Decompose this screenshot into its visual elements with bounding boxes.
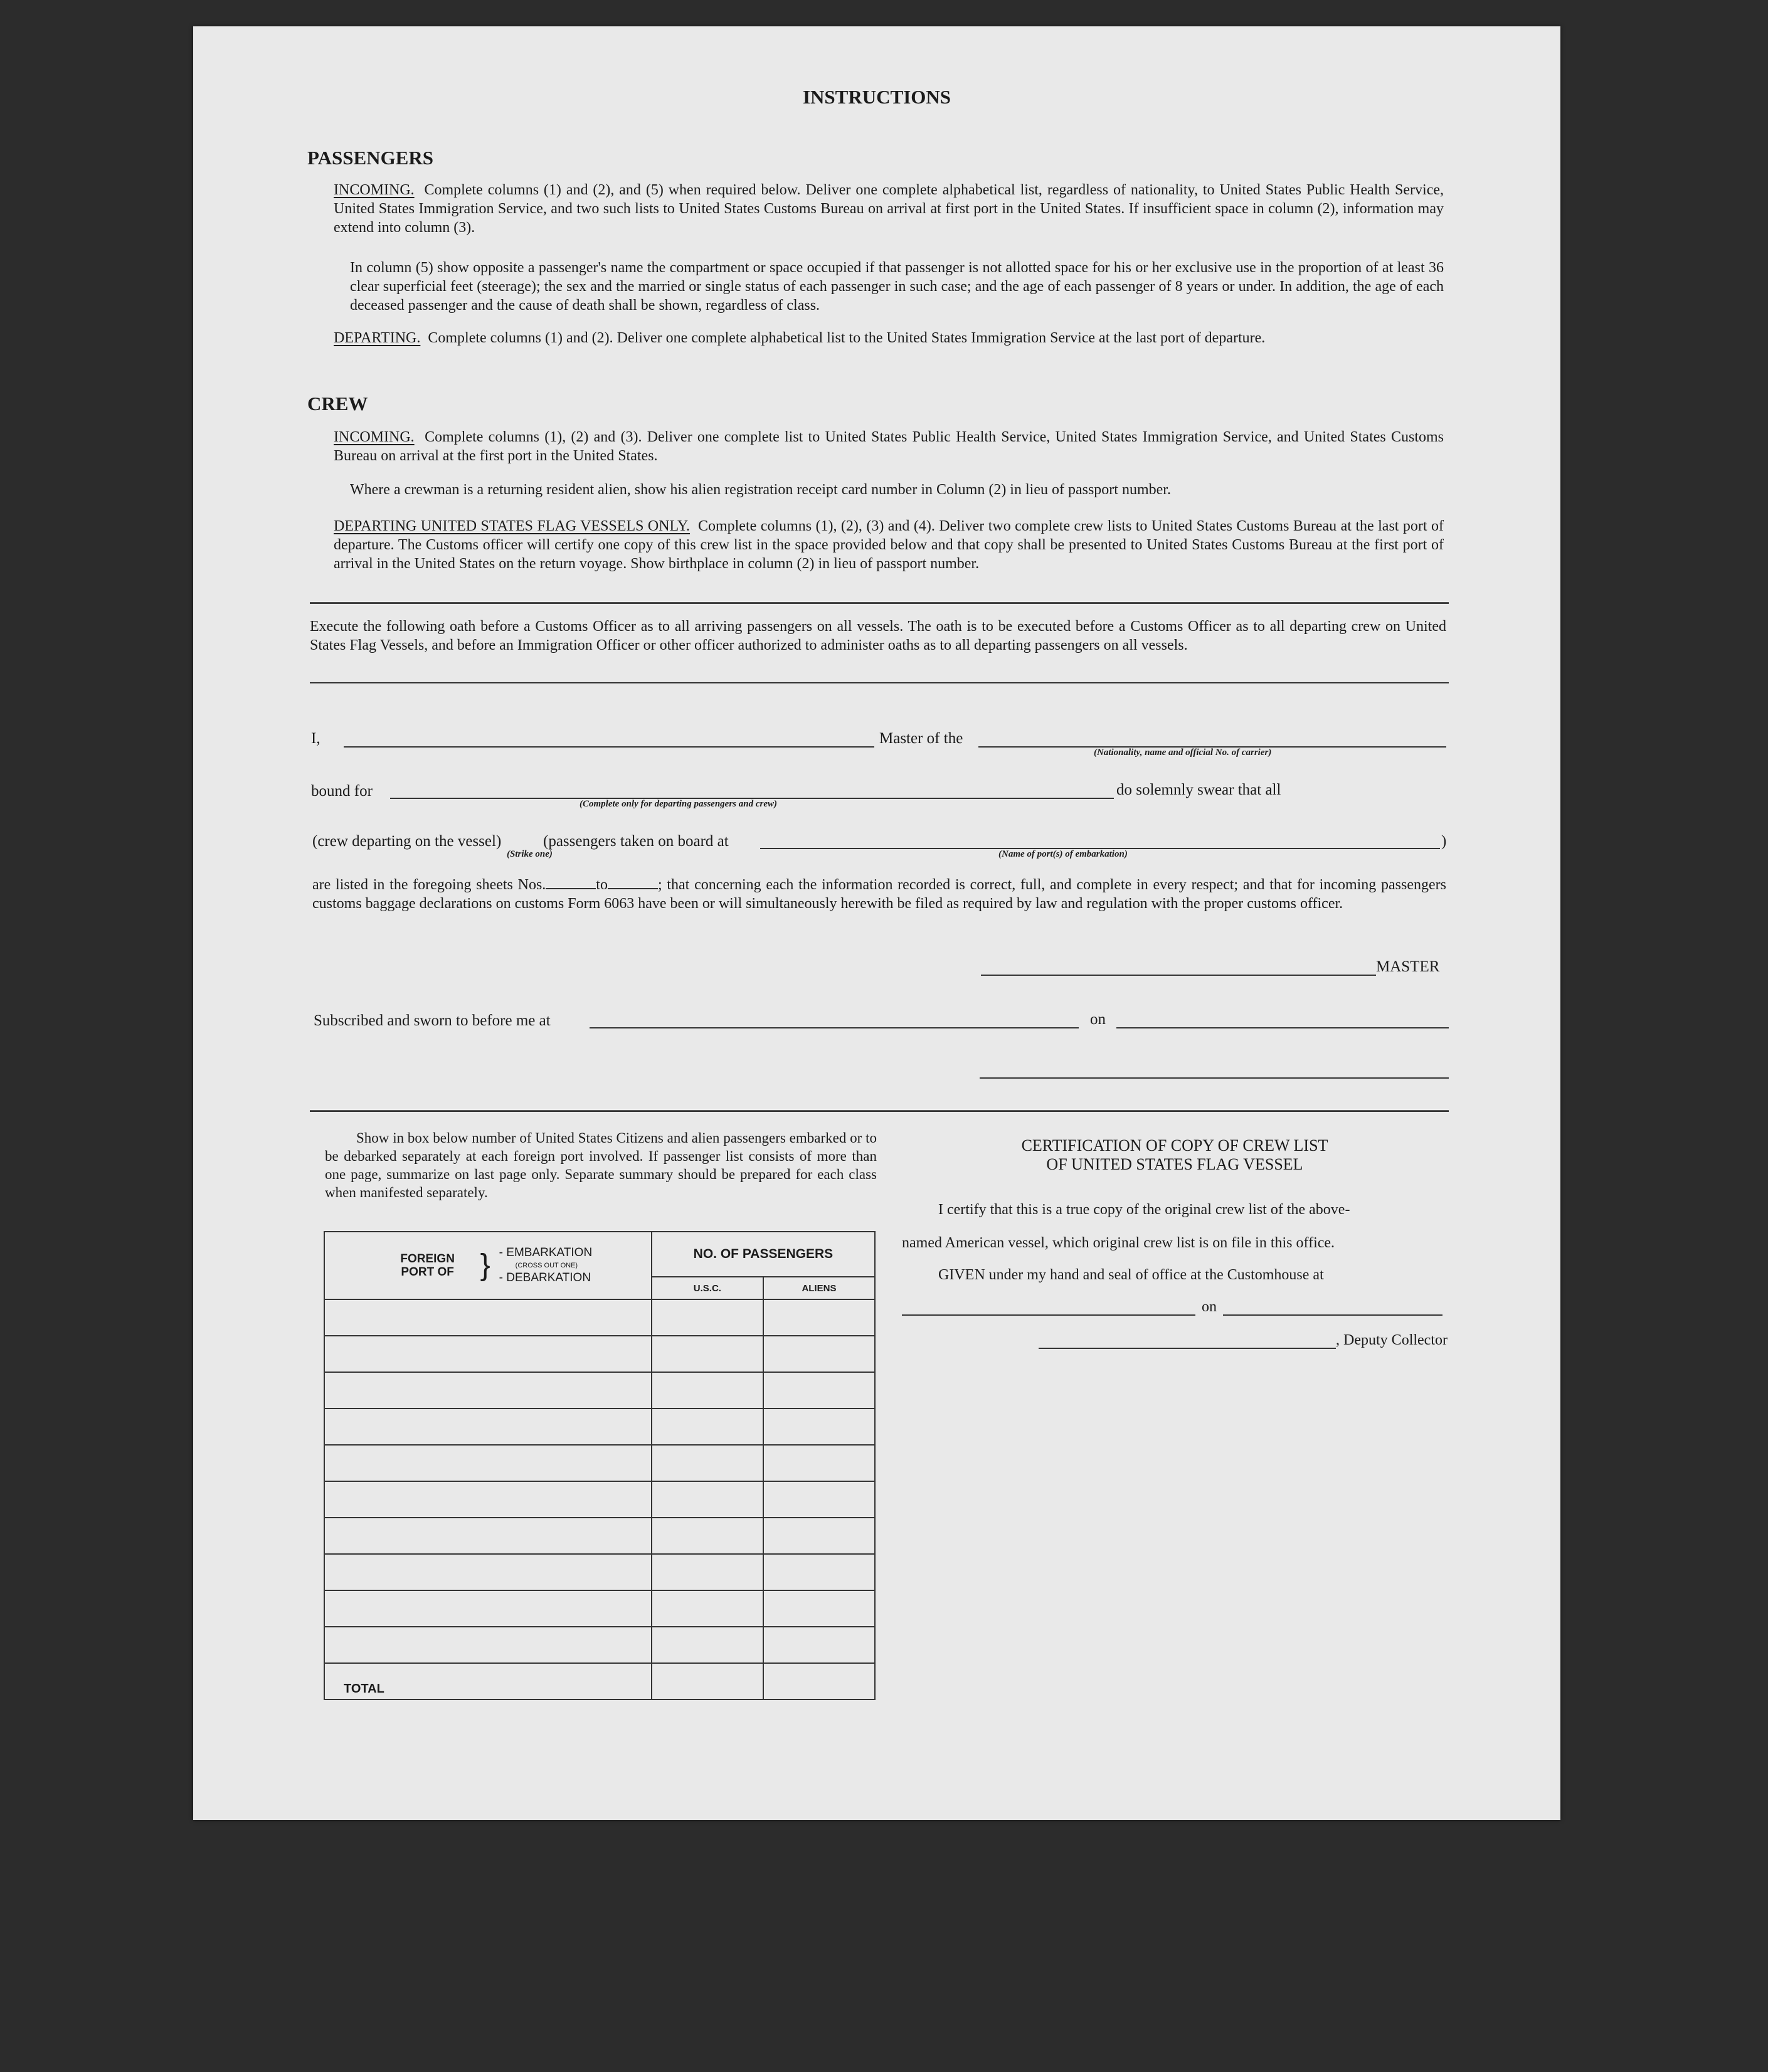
master-signature-field[interactable] bbox=[981, 975, 1376, 976]
cert-text-2: named American vessel, which original crew list is on file in this office. bbox=[902, 1235, 1335, 1251]
cross-out-note: (CROSS OUT ONE) bbox=[515, 1262, 578, 1269]
close-paren: ) bbox=[1441, 833, 1447, 850]
crew-incoming-text: Complete columns (1), (2) and (3). Deliver one complete list to United States Public Health Service, United States Immigration Service, and United States Customs Bureau on arrival at the first port in the United States. bbox=[334, 429, 1444, 464]
table-row[interactable] bbox=[324, 1481, 875, 1518]
passengers-heading: PASSENGERS bbox=[307, 147, 433, 169]
officer-signature-field[interactable] bbox=[980, 1077, 1449, 1079]
crew-incoming-paragraph bbox=[334, 428, 1444, 465]
crew-departing-lead: DEPARTING UNITED STATES FLAG VESSELS ONLY. bbox=[334, 518, 691, 534]
crew-departing-option[interactable]: (crew departing on the vessel) bbox=[312, 833, 502, 850]
certification-block bbox=[902, 1136, 1448, 1349]
master-label: MASTER bbox=[1376, 958, 1440, 975]
bound-for-label: bound for bbox=[311, 783, 373, 800]
crew-resident-paragraph: Where a crewman is a returning resident alien, show his alien registration receipt card number in Column (2) in lieu of passport number. bbox=[350, 482, 1171, 498]
cert-on-label: on bbox=[1202, 1299, 1217, 1315]
oath-i-label: I, bbox=[311, 730, 320, 747]
divider-oath bbox=[310, 682, 1449, 684]
brace-icon: } bbox=[480, 1249, 490, 1282]
port-header-cell bbox=[324, 1232, 652, 1299]
summary-note: Show in box below number of United States Citizens and alien passengers embarked or to be debarked separately at each foreign port involved. If passenger list consists of more than one page, summarize on last page only. Separate summary should be prepared for each class when manifested separately. bbox=[325, 1130, 877, 1200]
listed-text-b: ; that concerning each the information recorded is correct, full, and complete in every respect; and that for incoming passengers customs baggage declarations on customs Form 6063 have been or will simultaneously herewith be filed as required by law and regulation with the proper customs officer. bbox=[312, 877, 1446, 912]
table-row[interactable] bbox=[324, 1409, 875, 1445]
debarkation-option[interactable]: - DEBARKATION bbox=[499, 1271, 591, 1284]
aliens-header: ALIENS bbox=[763, 1277, 875, 1299]
customhouse-field[interactable] bbox=[902, 1314, 1195, 1316]
swear-label: do solemnly swear that all bbox=[1116, 781, 1281, 798]
table-row[interactable] bbox=[324, 1372, 875, 1409]
table-row[interactable] bbox=[324, 1336, 875, 1372]
passengers-incoming-paragraph bbox=[334, 181, 1444, 237]
master-name-field[interactable] bbox=[344, 746, 874, 748]
embarkation-option[interactable]: - EMBARKATION bbox=[499, 1246, 593, 1259]
foreign-port-label: FOREIGN PORT OF bbox=[400, 1252, 455, 1279]
crew-heading: CREW bbox=[307, 393, 368, 415]
sheet-to-field[interactable] bbox=[608, 888, 658, 889]
passenger-summary-table bbox=[324, 1231, 876, 1700]
listed-paragraph bbox=[312, 875, 1446, 913]
cert-date-field[interactable] bbox=[1223, 1314, 1442, 1316]
strike-note: (Strike one) bbox=[507, 849, 553, 859]
passengers-departing-text: Complete columns (1) and (2). Deliver one complete alphabetical list to the United States Immigration Service at the last port of departure. bbox=[428, 330, 1266, 346]
master-of-the-label: Master of the bbox=[879, 730, 963, 747]
divider-bottom bbox=[310, 1110, 1449, 1112]
passengers-column5-paragraph: In column (5) show opposite a passenger's name the compartment or space occupied if that passenger is not allotted space for his or her exclusive use in the proportion of at least 36 clear superficial feet (steerage); the sex and the married or single status of each passenger in such case; and the age of each passenger of 8 years or under. In addition, the age of each deceased passenger and the cause of death shall be shown, regardless of class. bbox=[350, 260, 1444, 314]
cert-title-1: CERTIFICATION OF COPY OF CREW LIST bbox=[1021, 1136, 1328, 1155]
passengers-departing-lead: DEPARTING. bbox=[334, 330, 421, 346]
deputy-signature-field[interactable] bbox=[1039, 1348, 1336, 1349]
form-sheet bbox=[193, 26, 1560, 1820]
complete-note: (Complete only for departing passengers and crew) bbox=[580, 799, 777, 809]
instructions-title: INSTRUCTIONS bbox=[802, 86, 951, 108]
listed-to-label: to bbox=[596, 877, 608, 893]
sheet-from-field[interactable] bbox=[546, 888, 596, 889]
table-row[interactable] bbox=[324, 1627, 875, 1663]
total-label: TOTAL bbox=[324, 1663, 652, 1699]
subscribed-label: Subscribed and sworn to before me at bbox=[314, 1012, 551, 1029]
nationality-note: (Nationality, name and official No. of carrier) bbox=[1094, 748, 1272, 758]
crew-departing-paragraph bbox=[334, 517, 1444, 573]
port-note: (Name of port(s) of embarkation) bbox=[998, 849, 1128, 859]
crew-departing-text: Complete columns (1), (2), (3) and (4). Deliver two complete crew lists to United States Customs Bureau at the last port of departure. The Customs officer will certify one copy of this crew list in the space provided below and that copy shall be presented to United States Customs Bureau at the first port of arrival in the United States on the return voyage. Show birthplace in column (2) in lieu of passport number. bbox=[334, 518, 1444, 572]
sworn-date-field[interactable] bbox=[1116, 1027, 1449, 1028]
passengers-taken-option[interactable]: (passengers taken on board at bbox=[543, 833, 729, 850]
cert-given: GIVEN under my hand and seal of office at the Customhouse at bbox=[938, 1267, 1324, 1283]
no-of-passengers-header: NO. OF PASSENGERS bbox=[652, 1232, 875, 1277]
passengers-incoming-lead: INCOMING. bbox=[334, 182, 415, 198]
passengers-incoming-text: Complete columns (1) and (2), and (5) when required below. Deliver one complete alphabetical list, regardless of nationality, to United States Public Health Service, United States Immigration Service, and two such lists to United States Customs Bureau on arrival at first port in the United States. If insufficient space in column (2), information may extend into column (3). bbox=[334, 182, 1444, 236]
deputy-collector-label: , Deputy Collector bbox=[1336, 1332, 1448, 1348]
divider-top bbox=[310, 602, 1449, 604]
table-row[interactable] bbox=[324, 1445, 875, 1481]
crew-incoming-lead: INCOMING. bbox=[334, 429, 415, 445]
total-usc-cell[interactable] bbox=[652, 1663, 763, 1699]
table-row[interactable] bbox=[324, 1299, 875, 1336]
sworn-on-label: on bbox=[1090, 1011, 1106, 1028]
cert-title-2: OF UNITED STATES FLAG VESSEL bbox=[1046, 1155, 1303, 1173]
passengers-departing-paragraph bbox=[334, 329, 1444, 347]
cert-text-1: I certify that this is a true copy of the original crew list of the above- bbox=[938, 1202, 1350, 1218]
table-row[interactable] bbox=[324, 1554, 875, 1590]
sworn-place-field[interactable] bbox=[590, 1027, 1079, 1028]
usc-header: U.S.C. bbox=[652, 1277, 763, 1299]
oath-intro: Execute the following oath before a Customs Officer as to all arriving passengers on all vessels. The oath is to be executed before a Customs Officer as to all departing crew on United States Flag Vessels, and before an Immigration Officer or other officer authorized to administer oaths as to all departing passengers on all vessels. bbox=[310, 618, 1446, 653]
table-row[interactable] bbox=[324, 1590, 875, 1627]
total-aliens-cell[interactable] bbox=[763, 1663, 875, 1699]
total-row[interactable] bbox=[324, 1663, 875, 1699]
table-row[interactable] bbox=[324, 1518, 875, 1554]
listed-text-a: are listed in the foregoing sheets Nos. bbox=[312, 877, 546, 893]
